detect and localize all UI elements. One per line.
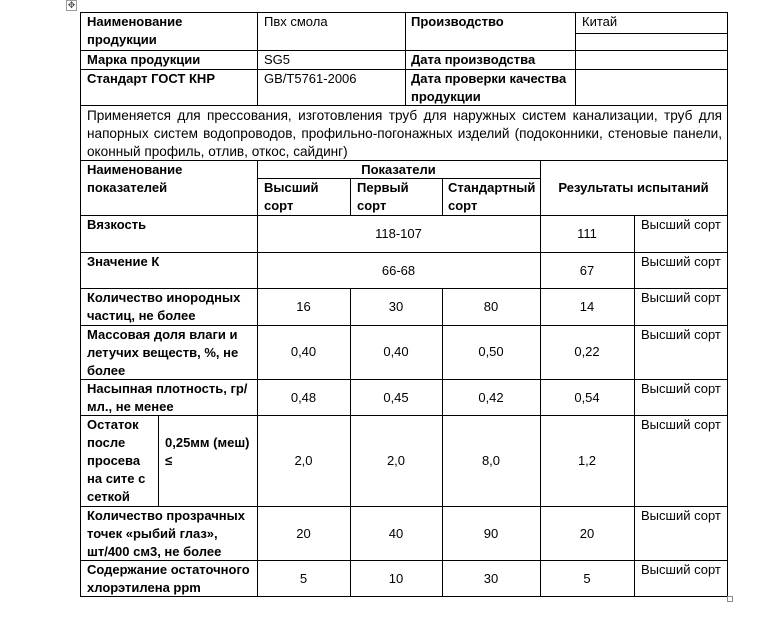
col-first-grade: Первый сорт <box>357 180 409 213</box>
row-density-result: 0,54 <box>574 390 600 405</box>
grid-line <box>80 215 728 216</box>
row-foreign-result: 14 <box>579 299 595 314</box>
row-kvalue-result: 67 <box>579 263 595 278</box>
row-density-standard: 0,42 <box>478 390 504 405</box>
table-resize-handle-icon[interactable] <box>727 596 733 602</box>
row-residue-mesh: 0,25мм (меш) ≤ <box>165 435 250 468</box>
row-fisheye-standard: 90 <box>483 526 499 541</box>
grid-line <box>80 252 728 253</box>
grid-line <box>158 415 159 507</box>
grid-line <box>80 105 728 106</box>
grid-line <box>727 12 728 597</box>
col-top-grade: Высший сорт <box>264 180 319 213</box>
product-name-value: Пвх смола <box>264 14 328 29</box>
row-vinyl-top: 5 <box>299 571 308 586</box>
row-foreign-name: Количество инородных частиц, не более <box>87 290 241 323</box>
grid-line <box>80 12 81 597</box>
row-viscosity-grade: Высший сорт <box>641 217 721 232</box>
row-fisheye-name: Количество прозрачных точек «рыбий глаз», шт/400 см3, не более <box>87 508 245 559</box>
brand-value: SG5 <box>264 52 291 67</box>
row-viscosity-range: 118-107 <box>375 226 422 241</box>
row-fisheye-top: 20 <box>296 526 311 541</box>
row-density-grade: Высший сорт <box>641 381 721 396</box>
grid-line <box>575 33 728 34</box>
row-residue-first: 2,0 <box>386 453 406 468</box>
production-date-label: Дата производства <box>411 52 536 67</box>
grid-line <box>405 12 406 106</box>
row-moisture-standard: 0,50 <box>478 344 504 359</box>
row-moisture-grade: Высший сорт <box>641 327 721 342</box>
row-vinyl-first: 10 <box>388 571 404 586</box>
row-residue-result: 1,2 <box>577 453 597 468</box>
row-residue-name: Остаток после просева на сите с сеткой <box>87 417 146 504</box>
check-date-label: Дата проверки качества продукции <box>411 71 567 104</box>
col-indicators: Показатели <box>361 162 436 177</box>
grid-line <box>634 215 635 597</box>
row-kvalue-grade: Высший сорт <box>641 254 721 269</box>
brand-label: Марка продукции <box>87 52 201 67</box>
col-standard-grade: Стандартный сорт <box>448 180 536 213</box>
row-fisheye-first: 40 <box>388 526 404 541</box>
grid-line <box>350 178 351 216</box>
grid-line <box>350 288 351 597</box>
row-fisheye-result: 20 <box>579 526 595 541</box>
row-kvalue-name: Значение К <box>87 254 160 269</box>
row-moisture-result: 0,22 <box>574 344 600 359</box>
standard-label: Стандарт ГОСТ КНР <box>87 71 215 86</box>
row-viscosity-name: Вязкость <box>87 217 147 232</box>
grid-line <box>442 178 443 216</box>
description-text: Применяется для прессования, изготовления труб для наружных систем канализации, труб для напорных систем водопроводов, профильно-погонажных изделий (подоконники, стеновые панели, оконный профиль, отлив, откос, сайдинг) <box>87 108 722 159</box>
standard-value: GB/T5761-2006 <box>264 71 357 86</box>
product-name-label: Наименование продукции <box>87 14 183 47</box>
row-density-name: Насыпная плотность, гр/мл., не менее <box>87 381 248 414</box>
grid-line <box>257 12 258 106</box>
row-moisture-top: 0,40 <box>290 344 317 359</box>
grid-line <box>442 288 443 597</box>
row-vinyl-grade: Высший сорт <box>641 562 721 577</box>
row-density-top: 0,48 <box>290 390 317 405</box>
col-results: Результаты испытаний <box>558 180 709 195</box>
row-density-first: 0,45 <box>383 390 409 405</box>
row-foreign-standard: 80 <box>483 299 499 314</box>
col-indicator-name: Наименование показателей <box>87 162 183 195</box>
row-moisture-first: 0,40 <box>383 344 409 359</box>
production-label: Производство <box>411 14 504 29</box>
row-vinyl-standard: 30 <box>483 571 499 586</box>
row-vinyl-result: 5 <box>583 571 591 586</box>
row-residue-grade: Высший сорт <box>641 417 721 432</box>
row-foreign-top: 16 <box>296 299 311 314</box>
table-move-handle-icon[interactable]: ✥ <box>67 0 76 10</box>
row-moisture-name: Массовая доля влаги и летучих веществ, %, не более <box>87 327 239 378</box>
row-residue-top: 2,0 <box>294 453 313 468</box>
grid-line <box>575 12 576 106</box>
row-residue-standard: 8,0 <box>481 453 501 468</box>
row-vinyl-name: Содержание остаточного хлорэтилена ppm <box>87 562 250 595</box>
row-foreign-grade: Высший сорт <box>641 290 721 305</box>
row-foreign-first: 30 <box>388 299 404 314</box>
row-viscosity-result: 111 <box>577 226 597 241</box>
row-fisheye-grade: Высший сорт <box>641 508 721 523</box>
row-kvalue-range: 66-68 <box>381 263 416 278</box>
production-value: Китай <box>582 14 618 29</box>
